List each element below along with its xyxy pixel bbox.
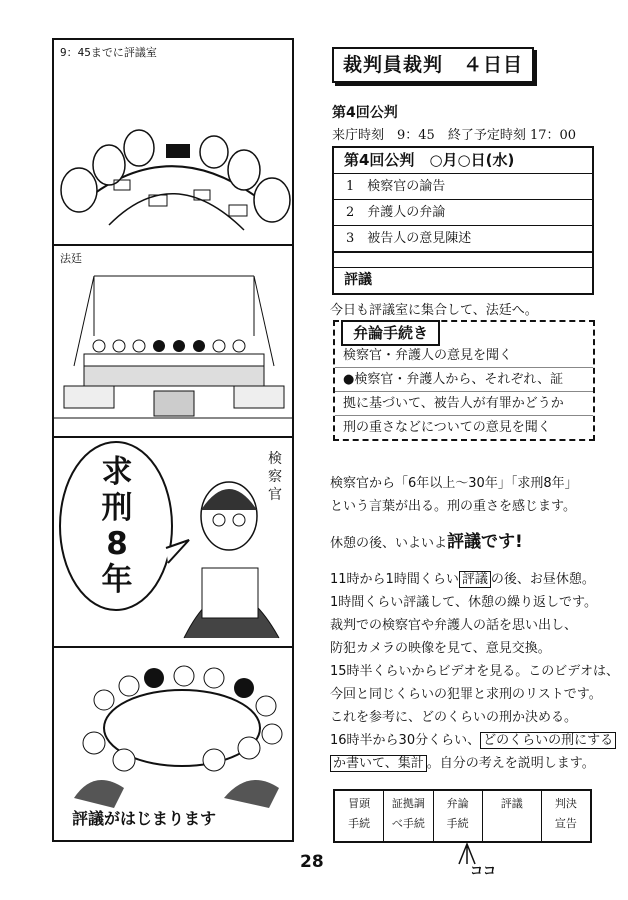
schedule-item: 3 被告人の意見陳述 bbox=[334, 226, 592, 253]
panel2-caption: 法廷 bbox=[60, 252, 82, 265]
comic-panel-4 bbox=[52, 646, 294, 842]
schedule-text-line bbox=[330, 752, 595, 771]
prosecutor-drawing bbox=[54, 438, 292, 646]
text: 。自分の考えを説明します。 bbox=[426, 756, 595, 771]
text: の後、お昼休憩。 bbox=[490, 572, 595, 587]
procedure-title: 弁論手続き bbox=[341, 320, 440, 346]
page-number: 28 bbox=[300, 852, 324, 872]
schedule-spacer bbox=[334, 253, 592, 268]
phase-cell: 弁論 手続 bbox=[434, 791, 483, 841]
procedure-row: 拠に基づいて、被告人が有罪かどうか bbox=[335, 392, 593, 416]
session-label: 第4回公判 bbox=[332, 105, 398, 121]
schedule-text-line: 今回と同じくらいの犯罪と求刑のリストです。 bbox=[330, 687, 602, 702]
schedule-text-line: 裁判での検察官や弁護人の話を思い出し、 bbox=[330, 618, 578, 633]
prosecutor-speech: 求刑8年 bbox=[101, 454, 133, 598]
intro-text: 今日も評議室に集合して、法廷へ。 bbox=[330, 303, 538, 318]
schedule-item: 1 検察官の論告 bbox=[334, 174, 592, 200]
phase-cell: 冒頭 手続 bbox=[335, 791, 384, 841]
schedule-text-line: 1時間くらい評議して、休憩の繰り返しです。 bbox=[330, 595, 597, 610]
courtroom-drawing bbox=[54, 246, 292, 436]
trial-phase-table bbox=[333, 789, 592, 843]
phase-cell-current: 評議 bbox=[483, 791, 542, 841]
procedure-box bbox=[333, 320, 595, 441]
deliberation-lead: 休憩の後、いよいよ bbox=[330, 536, 448, 551]
schedule-text-line: これを参考に、どのくらいの刑か決める。 bbox=[330, 710, 578, 725]
phase-cell: 証拠調 べ手続 bbox=[384, 791, 433, 841]
panel1-caption: 9：45までに評議室 bbox=[60, 46, 157, 59]
text: 16時半から30分くらい、 bbox=[330, 733, 481, 748]
prosecutor-paragraph-line: 検察官から「6年以上〜30年」「求刑8年」 bbox=[330, 476, 578, 491]
schedule-footer: 評議 bbox=[344, 272, 372, 288]
schedule-header: 第4回公判 ○月○日(水) bbox=[334, 148, 592, 174]
deliberation-heading bbox=[330, 527, 523, 552]
sentence-boxed-phrase: どのくらいの刑にする bbox=[480, 732, 616, 749]
schedule-item: 2 弁護人の弁論 bbox=[334, 200, 592, 226]
page-title: 裁判員裁判 ４日目 bbox=[332, 47, 534, 83]
comic-panel-3 bbox=[52, 436, 294, 648]
procedure-row: 検察官・弁護人の意見を聞く bbox=[335, 344, 593, 368]
arrival-time-line: 来庁時刻 9：45 終了予定時刻 17：00 bbox=[332, 128, 577, 143]
here-marker: ココ bbox=[470, 864, 497, 879]
deliberation-boxed-term: 評議 bbox=[459, 571, 491, 588]
schedule-box bbox=[332, 146, 594, 295]
schedule-text-line: 防犯カメラの映像を見て、意見交換。 bbox=[330, 641, 551, 656]
prosecutor-label: 検察官 bbox=[268, 451, 282, 503]
procedure-row: ●検察官・弁護人から、それぞれ、証 bbox=[335, 368, 593, 392]
schedule-text-line bbox=[330, 568, 595, 587]
deliberation-emphasis: 評議です! bbox=[447, 532, 523, 552]
comic-panel-1 bbox=[52, 38, 294, 246]
prosecutor-paragraph-line: という言葉が出る。刑の重さを感じます。 bbox=[330, 499, 576, 514]
panel4-caption: 評議がはじまります bbox=[72, 809, 217, 828]
procedure-row: 刑の重さなどについての意見を聞く bbox=[343, 420, 551, 435]
deliberation-room-drawing bbox=[54, 40, 292, 244]
schedule-text-line: 15時半くらいからビデオを見る。このビデオは、 bbox=[330, 664, 620, 679]
schedule-text-line bbox=[330, 729, 616, 748]
text: 11時から1時間くらい bbox=[330, 572, 459, 587]
tally-boxed-phrase: か書いて、集計 bbox=[330, 755, 427, 772]
phase-cell: 判決 宣告 bbox=[554, 797, 577, 830]
comic-panel-2 bbox=[52, 244, 294, 438]
